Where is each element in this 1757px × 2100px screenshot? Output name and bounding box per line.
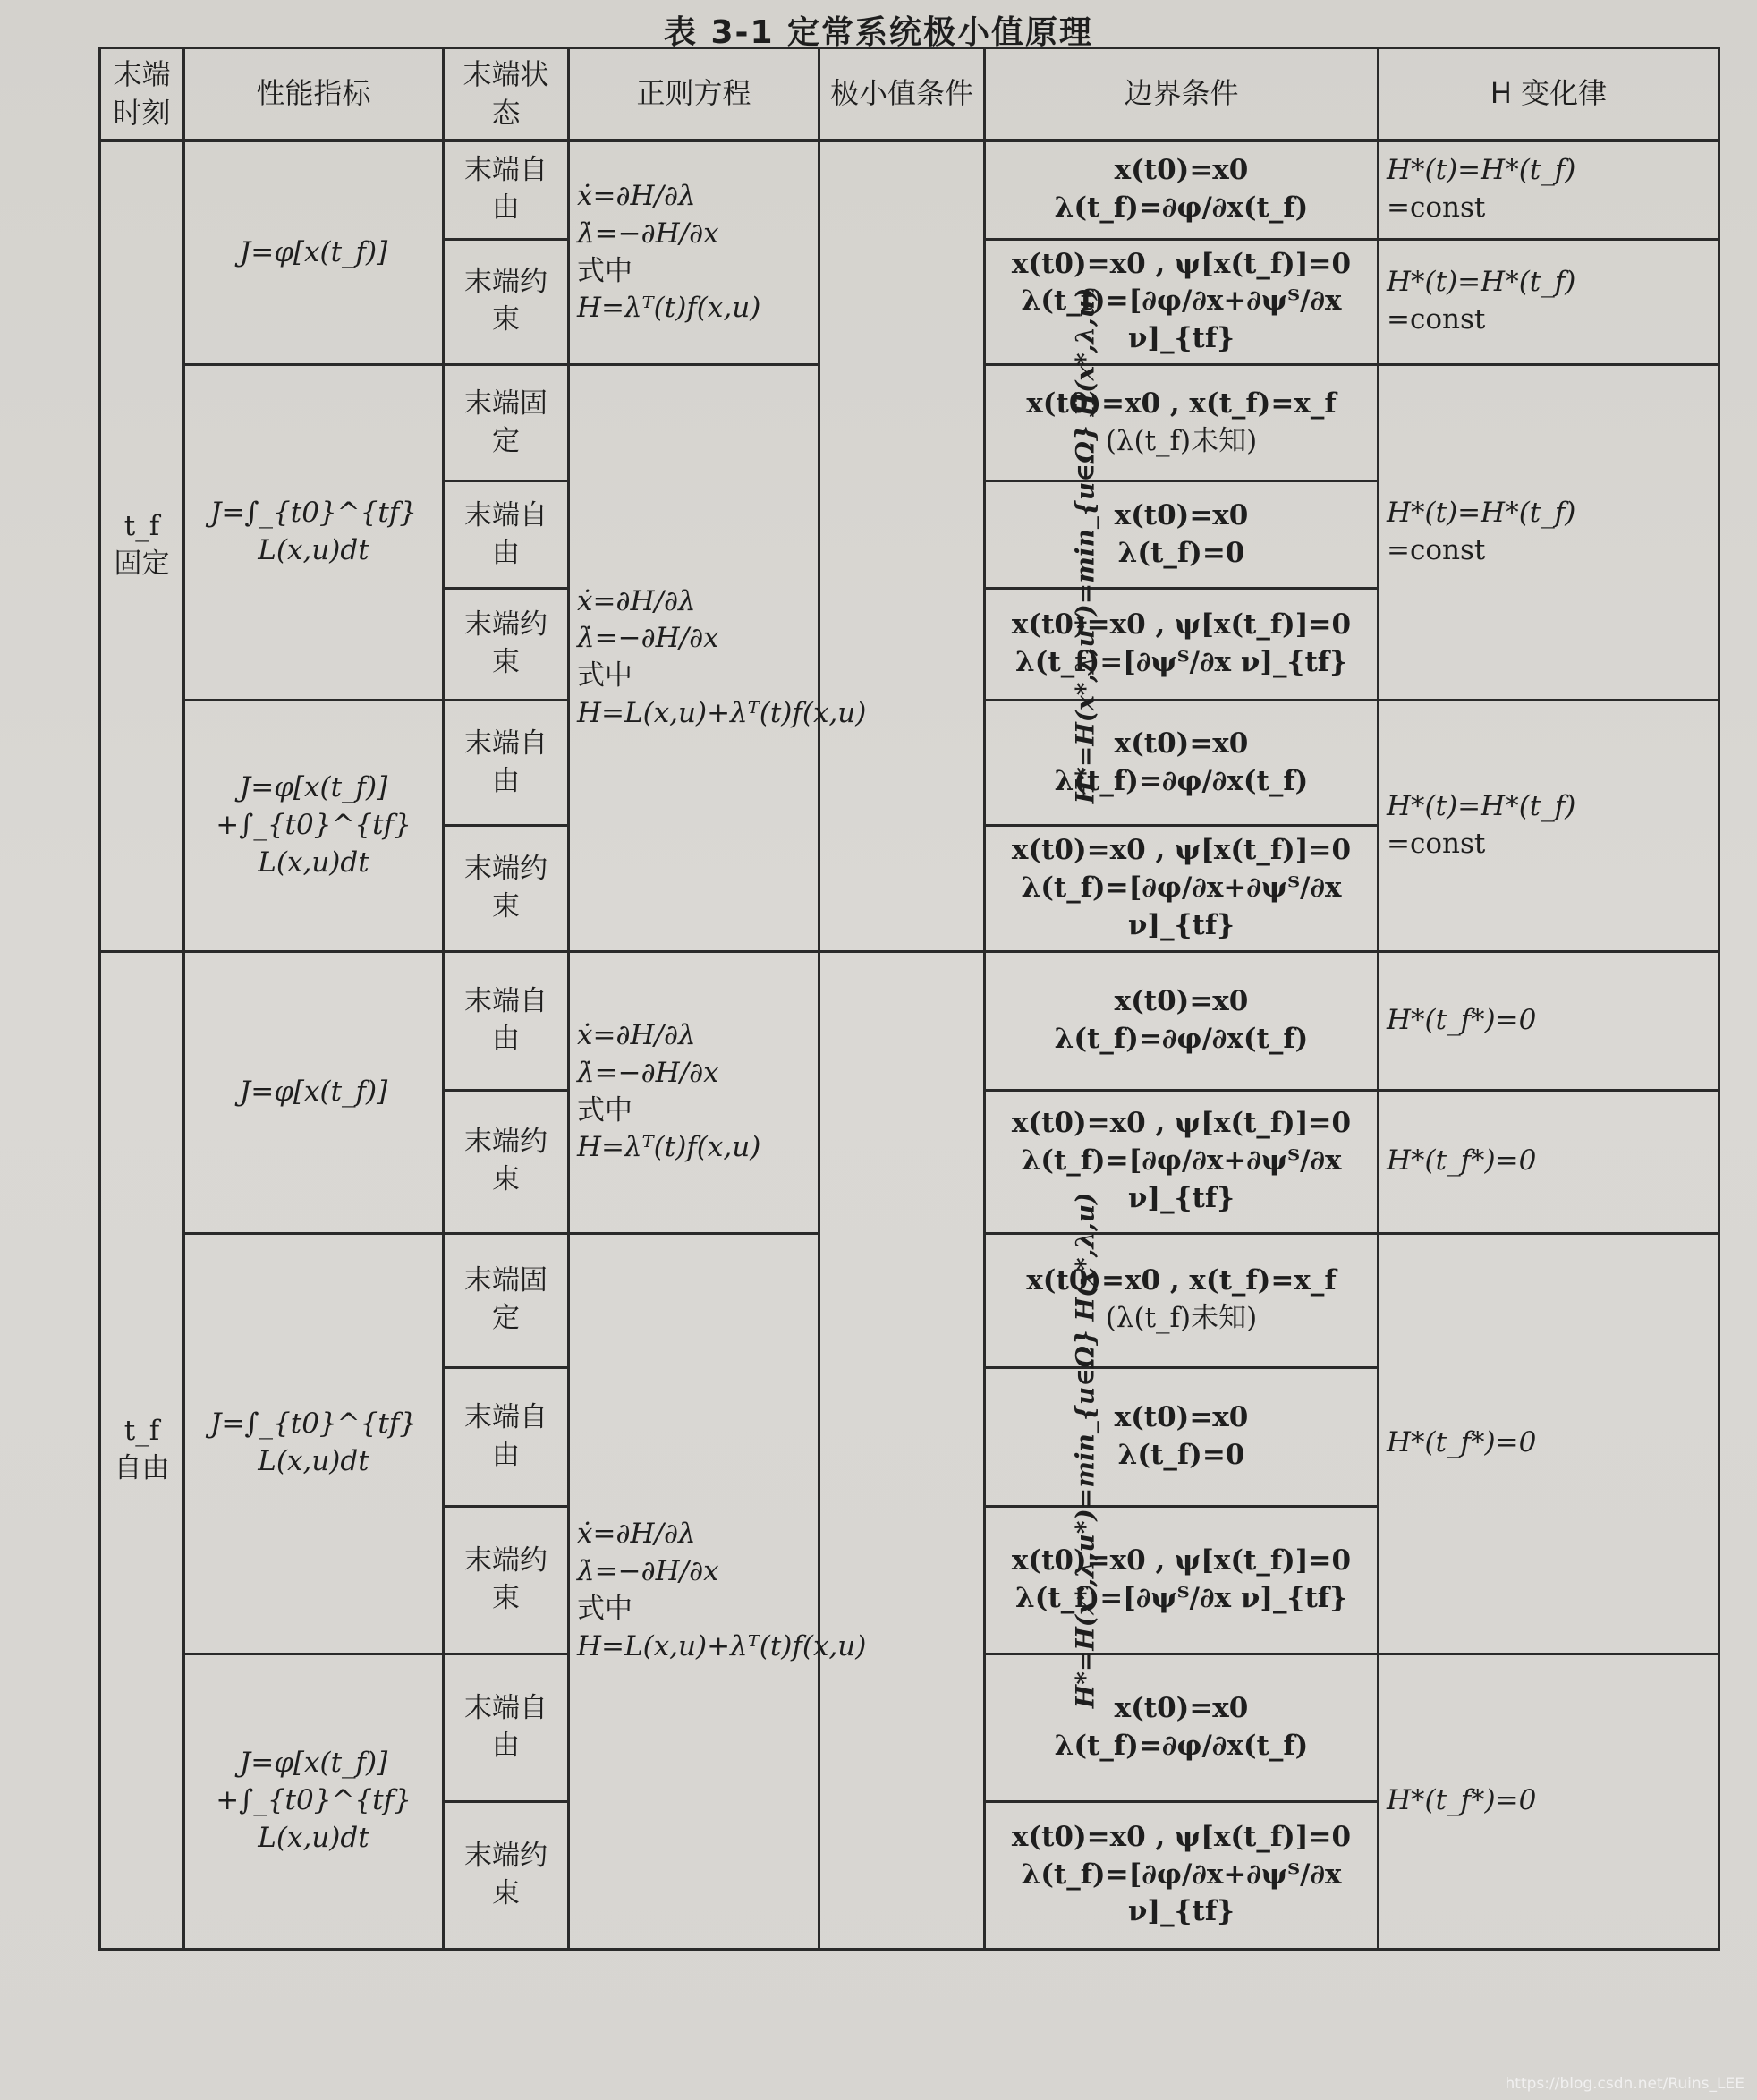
boundary-cell: x(t0)=x0 λ(t_f)=∂φ/∂x(t_f): [985, 140, 1379, 239]
boundary-cell: x(t0)=x0 , ψ[x(t_f)]=0 λ(t_f)=[∂ψᵀ/∂x ν]_{tf}: [985, 589, 1379, 701]
perf-lagrange: J=∫_{t0}^{tf} L(x,u)dt: [184, 365, 444, 701]
canon-xdot: ẋ=∂H/∂λ: [577, 179, 696, 212]
hlaw-cell: H*(t)=H*(t_f) =const: [1379, 239, 1719, 365]
boundary-cell: x(t0)=x0 λ(t_f)=∂φ/∂x(t_f): [985, 1654, 1379, 1801]
table-title: 表 3-1 定常系统极小值原理: [663, 14, 1094, 51]
canonical-lagrange: ẋ=∂H/∂λ λ̇=−∂H/∂x 式中 H=L(x,u)+λᵀ(t)f(x,u): [569, 365, 819, 952]
hlaw-cell: H*(t)=H*(t_f) =const: [1379, 140, 1719, 239]
perf-lagrange: J=∫_{t0}^{tf} L(x,u)dt: [184, 1233, 444, 1654]
boundary-cell: x(t0)=x0 λ(t_f)=0: [985, 1367, 1379, 1506]
hlaw-cell: H*(t_f*)=0: [1379, 951, 1719, 1090]
state-constrained: 末端约束: [444, 826, 569, 952]
state-free: 末端自由: [444, 140, 569, 239]
hlaw-cell: H*(t_f*)=0: [1379, 1090, 1719, 1233]
boundary-cell: x(t0)=x0 , ψ[x(t_f)]=0 λ(t_f)=[∂φ/∂x+∂ψᵀ/∂x ν]_{tf}: [985, 239, 1379, 365]
state-constrained: 末端约束: [444, 1801, 569, 1949]
boundary-cell: x(t0)=x0 , ψ[x(t_f)]=0 λ(t_f)=[∂φ/∂x+∂ψᵀ/∂x ν]_{tf}: [985, 1801, 1379, 1949]
canonical-mayer: [569, 140, 819, 365]
state-free: 末端自由: [444, 1367, 569, 1506]
state-constrained: 末端约束: [444, 1090, 569, 1233]
boundary-cell: x(t0)=x0 , x(t_f)=x_f (λ(t_f)未知): [985, 1233, 1379, 1367]
header-min-condition: 极小值条件: [819, 48, 985, 141]
min-condition-free: [819, 951, 1100, 1949]
perf-bolza: J=φ[x(t_f)] +∫_{t0}^{tf} L(x,u)dt: [184, 701, 444, 952]
boundary-cell: x(t0)=x0 , x(t_f)=x_f (λ(t_f)未知): [985, 365, 1379, 481]
header-h-law: H 变化律: [1379, 48, 1719, 141]
perf-mayer: J=φ[x(t_f)]: [184, 140, 444, 365]
canon-where: 式中: [577, 254, 632, 287]
canonical-mayer: ẋ=∂H/∂λ λ̇=−∂H/∂x 式中 H=λᵀ(t)f(x,u): [569, 951, 819, 1233]
canon-lambdadot: λ̇=−∂H/∂x: [577, 217, 719, 250]
hlaw-cell: H*(t_f*)=0: [1379, 1654, 1719, 1949]
canon-H: H=λᵀ(t)f(x,u): [577, 292, 761, 325]
hlaw-cell: H*(t_f*)=0: [1379, 1233, 1719, 1654]
state-free: 末端自由: [444, 701, 569, 826]
time-free: t_f 自由: [100, 951, 184, 1949]
boundary-cell: x(t0)=x0 λ(t_f)=∂φ/∂x(t_f): [985, 951, 1379, 1090]
state-free: 末端自由: [444, 481, 569, 589]
state-fixed: 末端固定: [444, 1233, 569, 1367]
boundary-cell: x(t0)=x0 , ψ[x(t_f)]=0 λ(t_f)=[∂φ/∂x+∂ψᵀ/∂x ν]_{tf}: [985, 1090, 1379, 1233]
state-free: 末端自由: [444, 1654, 569, 1801]
boundary-cell: x(t0)=x0 , ψ[x(t_f)]=0 λ(t_f)=[∂φ/∂x+∂ψᵀ/∂x ν]_{tf}: [985, 826, 1379, 952]
perf-mayer: J=φ[x(t_f)]: [184, 951, 444, 1233]
watermark: https://blog.csdn.net/Ruins_LEE: [1505, 2075, 1744, 2093]
perf-bolza: J=φ[x(t_f)] +∫_{t0}^{tf} L(x,u)dt: [184, 1654, 444, 1949]
min-condition-text: H*=H(x*,λ,u*)=min_{u∈Ω} H(x*,λ,u): [1070, 1192, 1100, 1708]
state-free: 末端自由: [444, 951, 569, 1090]
header-performance: 性能指标: [184, 48, 444, 141]
boundary-cell: x(t0)=x0 , ψ[x(t_f)]=0 λ(t_f)=[∂ψᵀ/∂x ν]_{tf}: [985, 1506, 1379, 1654]
canonical-lagrange: ẋ=∂H/∂λ λ̇=−∂H/∂x 式中 H=L(x,u)+λᵀ(t)f(x,u): [569, 1233, 819, 1949]
boundary-cell: x(t0)=x0 λ(t_f)=0: [985, 481, 1379, 589]
state-fixed: 末端固定: [444, 365, 569, 481]
header-canonical: 正则方程: [569, 48, 819, 141]
table-row: [100, 951, 1719, 1090]
min-condition-fixed: [819, 140, 1100, 951]
header-end-state: 末端状态: [444, 48, 569, 141]
time-fixed: t_f 固定: [100, 140, 184, 951]
minimum-principle-table: [98, 47, 1720, 1951]
hlaw-cell: H*(t)=H*(t_f) =const: [1379, 365, 1719, 701]
hlaw-cell: H*(t)=H*(t_f) =const: [1379, 701, 1719, 952]
state-constrained: 末端约束: [444, 589, 569, 701]
header-end-time: 末端时刻: [100, 48, 184, 141]
state-constrained: 末端约束: [444, 239, 569, 365]
state-constrained: 末端约束: [444, 1506, 569, 1654]
min-condition-text: H*=H(x*,λ,u*)=min_{u∈Ω} H(x*,λ,u): [1070, 287, 1100, 804]
boundary-cell: x(t0)=x0 λ(t_f)=∂φ/∂x(t_f): [985, 701, 1379, 826]
table-row: [100, 140, 1719, 239]
header-boundary: 边界条件: [985, 48, 1379, 141]
header-row: [100, 48, 1719, 141]
